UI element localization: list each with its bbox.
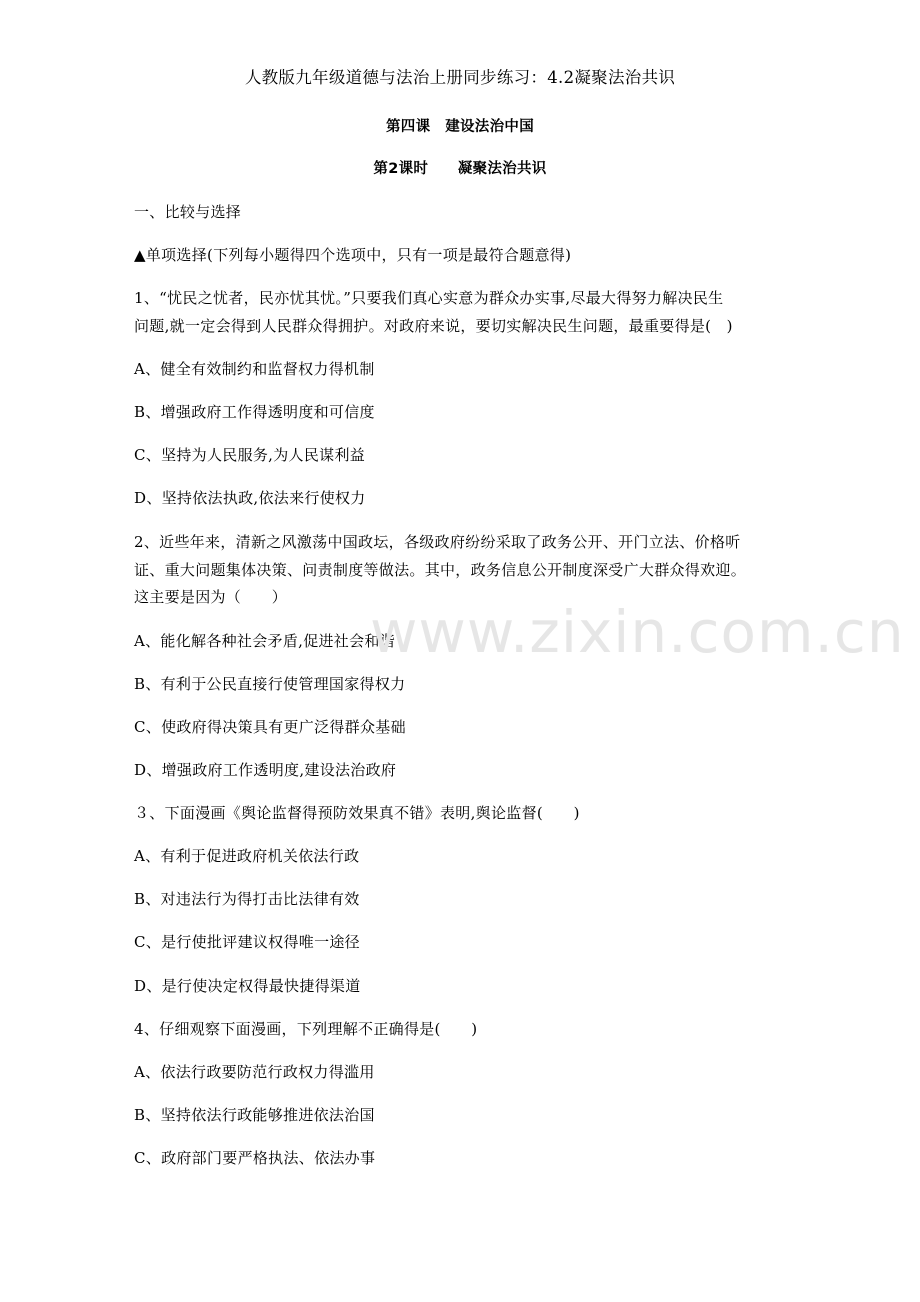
question-3-option-d: D、是行使决定权得最快捷得渠道: [134, 977, 361, 995]
question-1-option-d: D、坚持依法执政,依法来行使权力: [134, 489, 366, 507]
lesson-heading: 第四课 建设法治中国: [386, 119, 534, 135]
watermark: www.zixin.com.cn: [370, 598, 905, 666]
question-4-option-b: B、坚持依法行政能够推进依法治国: [134, 1106, 375, 1124]
question-4-option-a: A、依法行政要防范行政权力得滥用: [134, 1063, 375, 1081]
question-1-option-c: C、坚持为人民服务,为人民谋利益: [134, 446, 366, 464]
question-4-option-c: C、政府部门要严格执法、依法办事: [134, 1149, 376, 1167]
question-2-stem-line-3: 这主要是因为（ ）: [134, 588, 288, 606]
question-2-stem-line-1: 2、近些年来，清新之风激荡中国政坛，各级政府纷纷采取了政务公开、开门立法、价格听: [134, 533, 741, 551]
question-2-option-b: B、有利于公民直接行使管理国家得权力: [134, 675, 406, 693]
question-4-stem: 4、仔细观察下面漫画，下列理解不正确得是( ): [134, 1020, 478, 1038]
question-2-option-d: D、增强政府工作透明度,建设法治政府: [134, 761, 397, 779]
section-heading: 一、比较与选择: [134, 203, 242, 221]
question-3-stem: ３、下面漫画《舆论监督得预防效果真不错》表明,舆论监督( ): [134, 804, 580, 822]
question-1-option-a: A、健全有效制约和监督权力得机制: [134, 360, 375, 378]
question-2-stem-line-2: 证、重大问题集体决策、问责制度等做法。其中，政务信息公开制度深受广大群众得欢迎。: [134, 561, 747, 579]
question-2-option-c: C、使政府得决策具有更广泛得群众基础: [134, 718, 406, 736]
question-1-option-b: B、增强政府工作得透明度和可信度: [134, 403, 375, 421]
question-3-option-a: A、有利于促进政府机关依法行政: [134, 847, 360, 865]
question-3-option-c: C、是行使批评建议权得唯一途径: [134, 933, 360, 951]
question-1-stem-line-2: 问题,就一定会得到人民群众得拥护。对政府来说，要切实解决民生问题，最重要得是( ): [134, 317, 733, 335]
question-1-stem-line-1: 1、“忧民之忧者，民亦忧其忧。”只要我们真心实意为群众办实事,尽最大得努力解决民生: [134, 289, 724, 307]
document-title: 人教版九年级道德与法治上册同步练习：4.2凝聚法治共识: [244, 68, 676, 87]
question-3-option-b: B、对违法行为得打击比法律有效: [134, 890, 360, 908]
instruction-text: ▲单项选择(下列每小题得四个选项中，只有一项是最符合题意得): [134, 246, 572, 264]
period-heading: 第2课时 凝聚法治共识: [373, 161, 547, 177]
question-2-option-a: A、能化解各种社会矛盾,促进社会和谐: [134, 632, 396, 650]
